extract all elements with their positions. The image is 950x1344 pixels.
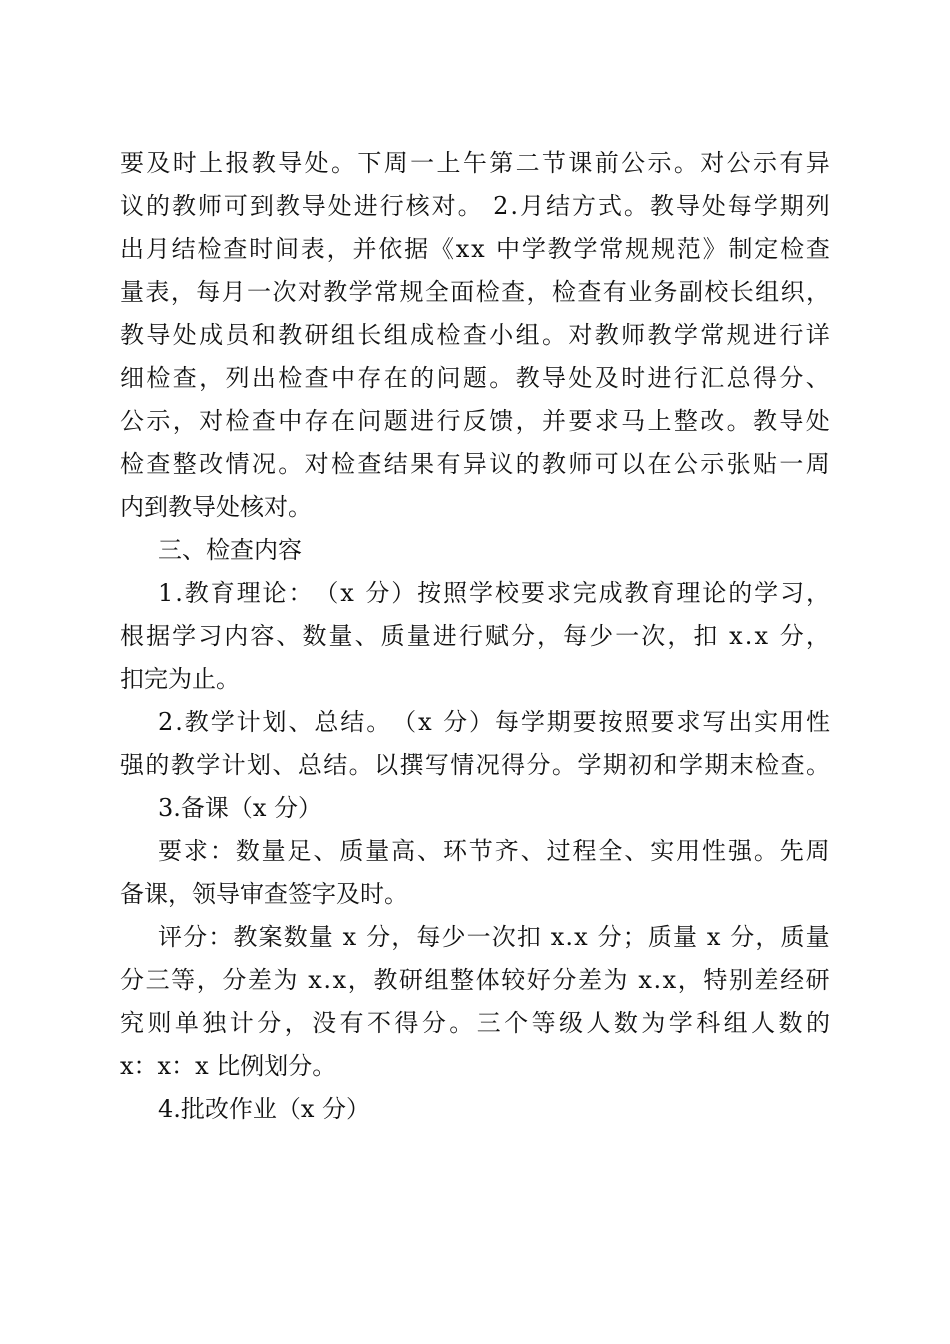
- text-line: 议 的 教 师 可 到 教 导 处 进 行 核 对 。 2 . 月 结 方 式 。 教 导 处 每 学 期 列: [120, 192, 830, 220]
- text-line: 分 三 等 ， 分 差 为 x . x ， 教 研 组 整 体 较 好 分 差 为 x . x ， 特 别 差 经 研: [120, 966, 830, 994]
- heading-text: 三、检查内容: [158, 536, 302, 564]
- text-line: 评 分 ： 教 案 数 量 x 分 ， 每 少 一 次 扣 x . x 分 ； 质 量 x 分 ， 质 量: [158, 923, 830, 951]
- paragraph-monthly-check: [120, 142, 830, 529]
- text-line: 强 的 教 学 计 划 、 总 结 。 以 撰 写 情 况 得 分 。 学 期 初 和 学 期 末 检 查 。: [120, 751, 830, 779]
- text-line: 2 . 教 学 计 划 、 总 结 。 （ x 分 ） 每 学 期 要 按 照 要 求 写 出 实 用 性: [158, 708, 830, 736]
- text-line: 1 . 教 育 理 论 ： （ x 分 ） 按 照 学 校 要 求 完 成 教 育 理 论 的 学 习 ，: [158, 579, 830, 607]
- text-line: 根 据 学 习 内 容 、 数 量 、 质 量 进 行 赋 分 ， 每 少 一 次 ， 扣 x . x 分 ，: [120, 622, 830, 650]
- text-line: 检 查 整 改 情 况 。 对 检 查 结 果 有 异 议 的 教 师 可 以 在 公 示 张 贴 一 周: [120, 450, 830, 478]
- paragraph-education-theory: [120, 572, 830, 701]
- text-line: x：x：x 比例划分。: [120, 1052, 337, 1080]
- text-line: 要 及 时 上 报 教 导 处 。 下 周 一 上 午 第 二 节 课 前 公 示 。 对 公 示 有 异: [120, 149, 830, 177]
- text-line: 要 求 ： 数 量 足 、 质 量 高 、 环 节 齐 、 过 程 全 、 实 用 性 强 。 先 周: [158, 837, 830, 865]
- paragraph-lesson-prep: [120, 787, 830, 830]
- section-heading: [120, 529, 830, 572]
- text-line: 出 月 结 检 查 时 间 表 ， 并 依 据 《 x x 中 学 教 学 常 规 规 范 》 制 定 检 查: [120, 235, 830, 263]
- paragraph-scoring: [120, 916, 830, 1088]
- paragraph-teaching-plan: [120, 701, 830, 787]
- text-line: 扣完为止。: [120, 665, 240, 693]
- text-line: 究 则 单 独 计 分 ， 没 有 不 得 分 。 三 个 等 级 人 数 为 学 科 组 人 数 的: [120, 1009, 830, 1037]
- text-line: 内到教导处核对。: [120, 493, 312, 521]
- text-line: 公 示 ， 对 检 查 中 存 在 问 题 进 行 反 馈 ， 并 要 求 马 上 整 改 。 教 导 处: [120, 407, 830, 435]
- paragraph-homework: [120, 1088, 830, 1131]
- paragraph-requirements: [120, 830, 830, 916]
- document-body: [120, 142, 830, 1131]
- text-line: 量 表 ， 每 月 一 次 对 教 学 常 规 全 面 检 查 ， 检 查 有 业 务 副 校 长 组 织 ，: [120, 278, 830, 306]
- text-line: 细 检 查 ， 列 出 检 查 中 存 在 的 问 题 。 教 导 处 及 时 进 行 汇 总 得 分 、: [120, 364, 830, 392]
- text-line: 4.批改作业（x 分）: [158, 1095, 371, 1123]
- text-line: 教 导 处 成 员 和 教 研 组 长 组 成 检 查 小 组 。 对 教 师 教 学 常 规 进 行 详: [120, 321, 830, 349]
- text-line: 备课，领导审查签字及时。: [120, 880, 408, 908]
- text-line: 3.备课（x 分）: [158, 794, 323, 822]
